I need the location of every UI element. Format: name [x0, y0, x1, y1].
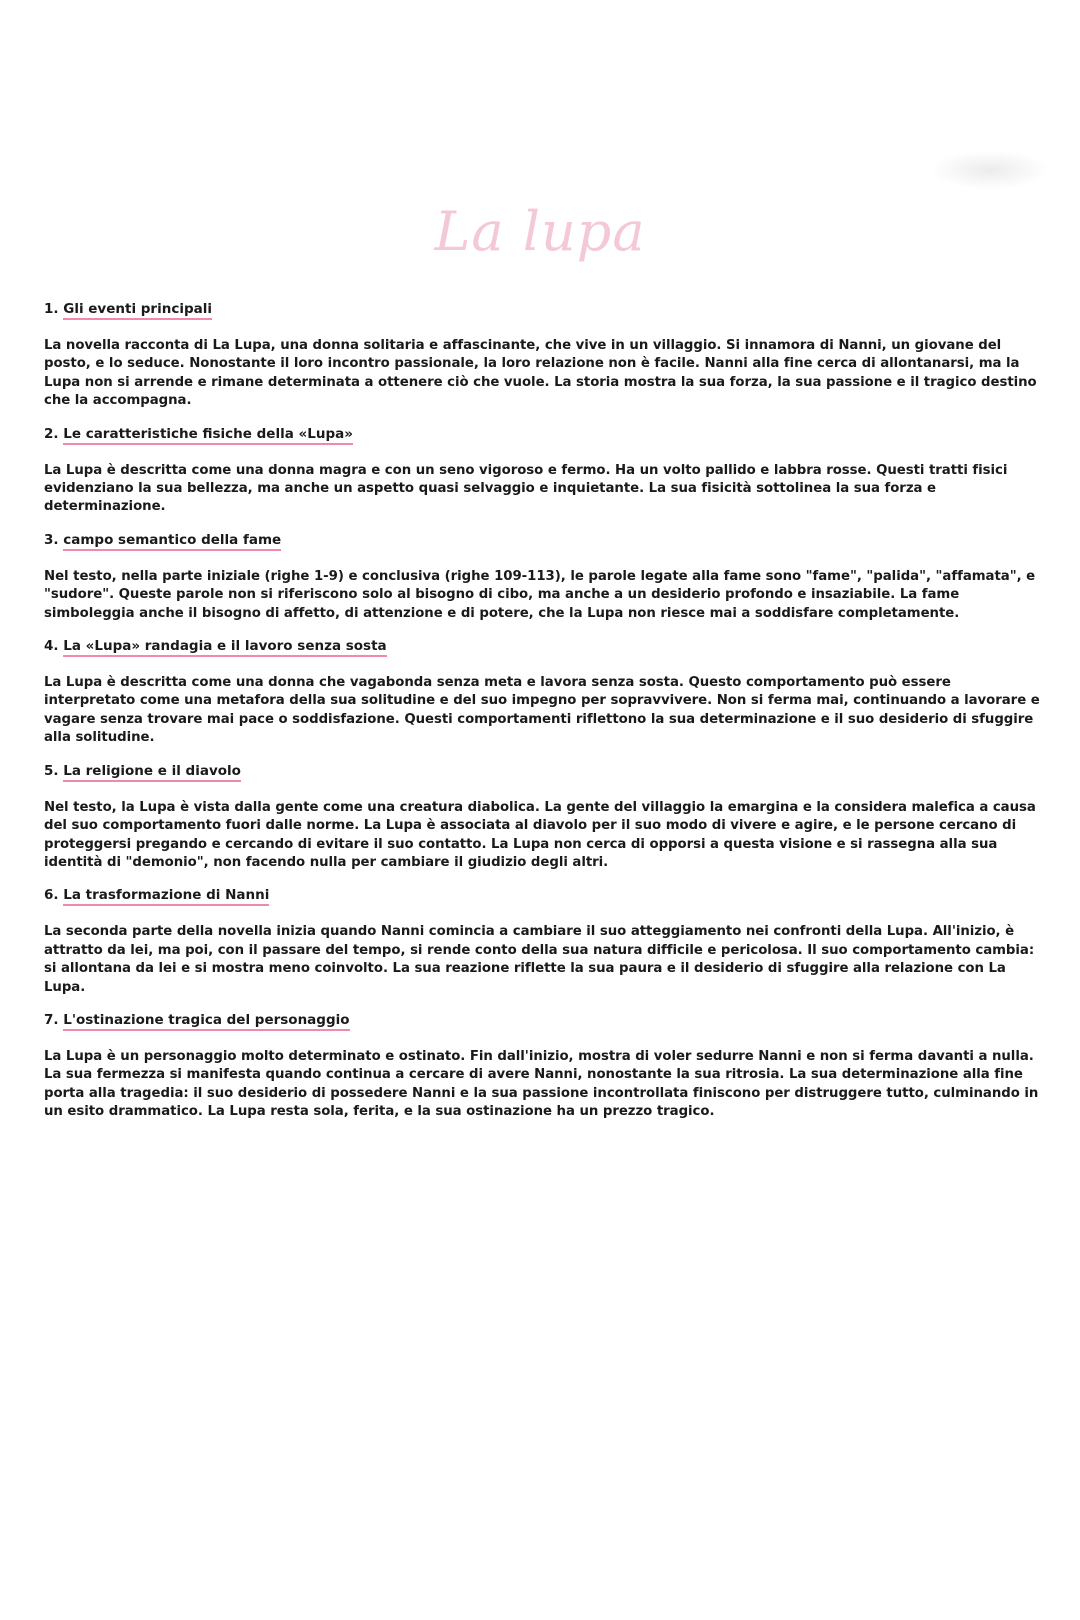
section-heading [44, 425, 1044, 443]
section-paragraph: La novella racconta di La Lupa, una donna solitaria e affascinante, che vive in un villaggio. Si innamora di Nanni, un giovane del posto, e lo seduce. Nonostante il loro incontro passionale, la loro relazione non è facile. Nanni alla fine cerca di allontanarsi, ma la Lupa non si arrende e rimane determinata a ottenere ciò che vuole. La storia mostra la sua forza, la sua passione e il tragico destino che la accompagna. [44, 338, 1037, 409]
section-number: 5. [44, 762, 59, 779]
section-number: 6. [44, 887, 59, 904]
section-paragraph: Nel testo, la Lupa è vista dalla gente come una creatura diabolica. La gente del villaggio la emargina e la considera malefica a causa del suo comportamento fuori dalle norme. La Lupa è associata al diavolo per il suo modo di vivere e agire, e le persone cercano di proteggersi pregando e cercando di evitare il suo contatto. La Lupa non cerca di opporsi a questa visione e si rassegna alla sua identità di "demonio", non facendo nulla per cambiare il giudizio degli altri. [44, 799, 1036, 870]
section-heading [44, 531, 1044, 549]
section-number: 2. [44, 425, 59, 442]
section-title: La religione e il diavolo [63, 763, 241, 782]
section-4 [44, 637, 1044, 748]
section-number: 7. [44, 1011, 59, 1028]
section-title: campo semantico della fame [63, 532, 281, 551]
section-paragraph: La seconda parte della novella inizia quando Nanni comincia a cambiare il suo atteggiamento nei confronti della Lupa. All'inizio, è attratto da lei, ma poi, con il passare del tempo, si rende conto della sua natura difficile e pericolosa. Il suo comportamento cambia: si allontana da lei e si mostra meno coinvolto. La sua reazione riflette la sua paura e il desiderio di sfuggire alla relazione con La Lupa. [44, 924, 1035, 995]
section-title: Le caratteristiche fisiche della «Lupa» [63, 426, 353, 445]
section-1 [44, 300, 1044, 411]
section-5 [44, 762, 1044, 873]
section-7 [44, 1011, 1044, 1122]
section-heading [44, 300, 1044, 318]
page-title: La lupa [434, 200, 646, 263]
section-2 [44, 425, 1044, 517]
section-6 [44, 886, 1044, 997]
section-title: L'ostinazione tragica del personaggio [63, 1012, 349, 1031]
scan-smudge [930, 150, 1050, 190]
section-title: Gli eventi principali [63, 301, 212, 320]
section-heading [44, 886, 1044, 904]
section-heading [44, 637, 1044, 655]
section-3 [44, 531, 1044, 623]
section-paragraph: Nel testo, nella parte iniziale (righe 1-9) e conclusiva (righe 109-113), le parole legate alla fame sono "fame", "palida", "affamata", e "sudore". Queste parole non si riferiscono solo al bisogno di cibo, ma anche a un desiderio profondo e insaziabile. La fame simboleggia anche il bisogno di affetto, di attenzione e di potere, che la Lupa non riesce mai a soddisfare completamente. [44, 568, 1036, 621]
section-number: 1. [44, 301, 59, 317]
section-title: La «Lupa» randagia e il lavoro senza sosta [63, 638, 386, 657]
section-number: 3. [44, 531, 59, 548]
document-body [44, 300, 1044, 1136]
section-number: 4. [44, 638, 59, 655]
section-paragraph: La Lupa è un personaggio molto determinato e ostinato. Fin dall'inizio, mostra di voler sedurre Nanni e non si ferma davanti a nulla. La sua fermezza si manifesta quando continua a cercare di avere Nanni, nonostante la sua ritrosia. La sua determinazione alla fine porta alla tragedia: il suo desiderio di possedere Nanni e la sua passione incontrollata finiscono per distruggere tutto, culminando in un esito drammatico. La Lupa resta sola, ferita, e la sua ostinazione ha un prezzo tragico. [44, 1048, 1039, 1120]
section-paragraph: La Lupa è descritta come una donna che vagabonda senza meta e lavora senza sosta. Questo comportamento può essere interpretato come una metafora della sua solitudine e del suo impegno per sopravvivere. Non si ferma mai, continuando a lavorare e vagare senza trovare mai pace o soddisfazione. Questi comportamenti riflettono la sua determinazione e il suo desiderio di sfuggire alla solitudine. [44, 675, 1040, 746]
section-heading [44, 1011, 1044, 1029]
section-paragraph: La Lupa è descritta come una donna magra e con un seno vigoroso e fermo. Ha un volto pallido e labbra rosse. Questi tratti fisici evidenziano la sua bellezza, ma anche un aspetto quasi selvaggio e inquietante. La sua fisicità sottolinea la sua forza e determinazione. [44, 462, 1008, 515]
section-heading [44, 762, 1044, 780]
section-title: La trasformazione di Nanni [63, 887, 269, 906]
